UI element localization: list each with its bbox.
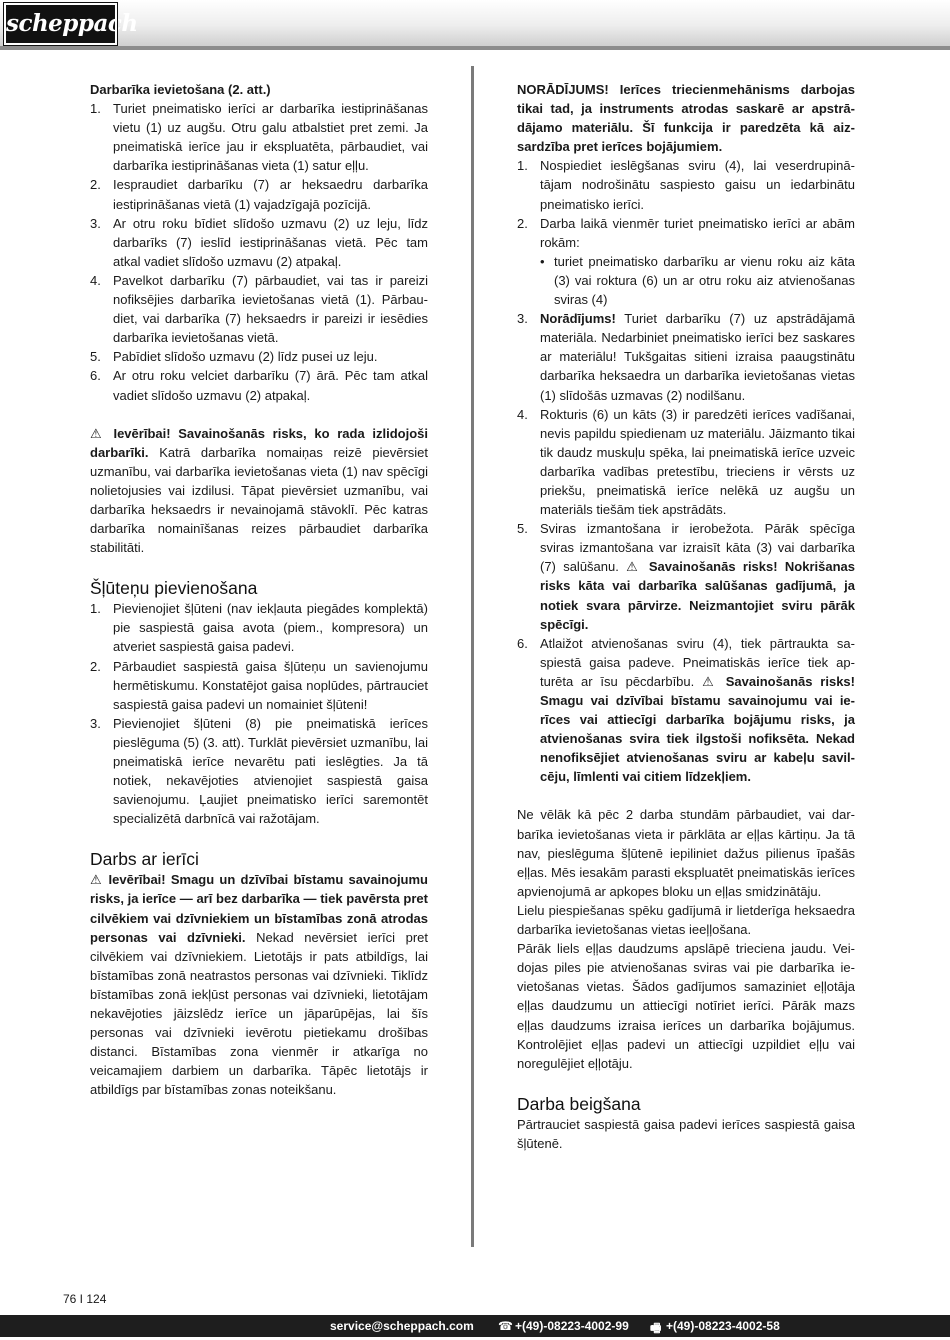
step-text: Pabīdiet slīdošo uzmavu (2) līdz pusei uz leju.: [113, 349, 378, 365]
list-item: [517, 634, 855, 787]
step-text: Turiet pneimatisko ierīci ar darbarīka iestiprināšanas vietu (1) uz augšu. Otru galu atbalstiet pret zemi. Ja pneimatiskā ierīce jau ir ekspluatēta, pārbaudiet, vai darbarīka iestiprināšanas vieta (1) satur eļļu.: [113, 101, 428, 174]
fax-icon: 🖷: [650, 1321, 662, 1335]
oil-paragraph-2: Lielu piespiešanas spēku gadījumā ir lietderīga heksaedra darbarīka ievietošanas vietas ieeļļošana.: [517, 902, 855, 938]
oil-paragraph-1: Ne vēlāk kā pēc 2 darba stundām pārbaudiet, vai darbarīka ievietošanas vieta ir pārklāta ar eļļas kārtiņu. Ja tā nav, pieslēguma šļūtenē iepiliniet dažus pilienus īpašās eļļas. Mēs iesakām parasti ekspluatēt pneimatiskās ierīces apvienojumā ar apkopes bloku un eļļas smidzinātāju.: [517, 807, 855, 899]
bullet-dot: •: [540, 253, 545, 269]
step-text: Iespraudiet darbarīku (7) ar heksaedru darbarīka iestiprināšanas vietā (1) vajadzīgajā pozīcijā.: [113, 177, 428, 212]
work-section-heading: Darbs ar ierīci: [90, 849, 199, 870]
step-text: Nospiediet ieslēgšanas sviru (4), lai veserdrupinātājam nodrošinātu saspiesto gaisu un iedarbinātu pneimatisko ierīci.: [540, 158, 855, 212]
page-number: 76 I 124: [63, 1292, 107, 1306]
footer-phone: +(49)-08223-4002-99: [515, 1319, 629, 1333]
step-number: 3.: [90, 215, 101, 231]
left-column: [90, 80, 428, 1100]
warning-body-text: Nekad nevērsiet ierīci pret cilvēkiem vai dzīvniekiem. Lietotājs ir pats atbildīgs, lai bīstamības zonā neatrastos personas vai dzīvnieki. Tiklīdz bīstamības zonā iekļūst personas vai dzīvnieki, lietotājam nekavējoties jāizslēdz ierīce un jāparūpējas, lai šīs personas vai dzīvnieki ievērotu pietiekamu drošības distanci. Bīstamības zona vienmēr ir atkarīga no veicamajiem darbiem un darbarīka. Tāpēc lietotājs ir atbildīgs par bīstamības zonas noteikšanu.: [90, 929, 429, 1098]
list-item: [517, 309, 855, 404]
warning-icon: ⚠: [702, 673, 718, 689]
list-item: [90, 347, 428, 366]
footer-fax: +(49)-08223-4002-58: [666, 1319, 780, 1333]
step-number: 2.: [90, 177, 101, 193]
header-bar: [0, 0, 950, 46]
list-item: [90, 366, 428, 404]
footer-bar: [0, 1315, 950, 1337]
step-text: Ar otru roku bīdiet slīdošo uzmavu (2) uz leju, līdz darbarīks (7) ieslīd iestiprināšanas vietā. Pēc tam atkal vadiet slīdošo uzmavu (2) atpakaļ.: [113, 215, 428, 269]
list-item: [517, 405, 855, 520]
step-number: 4.: [90, 272, 101, 288]
step-number: 2.: [90, 658, 101, 674]
tool-insert-steps: [90, 99, 428, 405]
step-number: 3.: [90, 715, 101, 731]
step-text: Pievienojiet šļūteni (8) pie pneimatiskā ierīces pieslēguma (5) (3. att). Turklāt pievērsiet uzmanību, lai pneimatiskā ierīce nevarētu pati ieslēgties. Ja tā notiek, nekavējoties atvienojiet saspiestā gaisa savienojumu. Ļaujiet pneimatisko ierīci saremontēt specializētā darbnīcā vai ražotājam.: [113, 715, 428, 827]
end-section-text: Pārtrauciet saspiestā gaisa padevi ierīces saspiestā gaisa šļūtenē.: [517, 1116, 855, 1151]
step-number: 4.: [517, 406, 528, 422]
header-rule: [0, 46, 950, 50]
warning-icon: ⚠: [90, 872, 104, 888]
phone-icon: ☎: [498, 1319, 513, 1333]
step-text: Rokturis (6) un kāts (3) ir paredzēti ierīces vadīšanai, nevis papildu spiedienam uz materiālu. Jāizmanto tikai tik daudz muskuļu spēka, lai pneimatiskā ierīce uzveic darbarīka vadības pretestību, trieciens ir vērsts uz priekšu, pneimatiskā ierīce nelēkā uz augšu un materiāls tiešām tiek apstrādāts.: [540, 406, 855, 518]
step-text: Pievienojiet šļūteni (nav iekļauta piegādes komplektā) pie saspiestā gaisa avota (piem., kompresora) un atveriet saspiestā gaisa padevi.: [113, 601, 428, 655]
list-item: [517, 214, 855, 252]
list-item: [90, 714, 428, 829]
step-number: 1.: [90, 101, 101, 117]
step-text: Darba laikā vienmēr turiet pneimatisko ierīci ar abām rokām:: [540, 215, 855, 250]
warning-tool-ejection: [90, 424, 428, 558]
list-item: [517, 156, 855, 213]
footer-email: service@scheppach.com: [330, 1319, 474, 1333]
list-item: [90, 271, 428, 347]
step-number: 5.: [90, 349, 101, 365]
tool-insert-heading: Darbarīka ievietošana (2. att.): [90, 82, 271, 97]
step-number: 1.: [90, 601, 101, 617]
step-number: 1.: [517, 158, 528, 174]
warning-danger-zone: [90, 870, 428, 1099]
warning-body-text: Katrā darbarīka nomaiņas reizē pievērsiet uzmanību, vai darbarīka ievietošanas vieta (1) nav spēcīgi nolietojusies vai izdilusi. Tāpat pievērsiet uzmanību, vai darbarīka heksaedrs ir nevainojamā stāvoklī. Pēc katras darbarīka nomainīšanas reizes pārbaudiet darbarīka stabilitāti.: [90, 444, 428, 556]
end-section-heading: Darba beigšana: [517, 1093, 641, 1114]
step-bold-text: Norādījums!: [540, 311, 616, 327]
step-bold-text: Savainošanās risks! Smagu vai dzīvībai bīstamu savainojumu vai ierīces vai attiecīgi darbarīka bojājumu risks, ja atvienošanas svira tiek ilgstoši nofiksēta. Nekad nenofiksējiet atvienošanas sviru ar kabeļu savilcēju, līmlenti vai citiem līdzekļiem.: [540, 673, 855, 785]
step-number: 3.: [517, 311, 528, 327]
step-number: 6.: [90, 368, 101, 384]
warning-icon: ⚠: [90, 425, 106, 441]
step-bold-text: Savainošanās risks! Nokrišanas risks kāta vai darbarīka salūšanas gadījumā, ja notiek svara pārvirze. Neizmantojiet sviru pārāk spēcīgi.: [540, 559, 855, 632]
step-text: Pārbaudiet saspiestā gaisa šļūteņu un savienojumu hermētiskumu. Konstatējot gaisa noplūdes, pārtrauciet saspiestā gaisa padevi un nomainiet šļūteni!: [113, 658, 428, 712]
bullet-item: [540, 252, 855, 309]
list-item: [90, 657, 428, 714]
impact-note: NORĀDĪJUMS! Ierīces triecienmehānisms darbojas tikai tad, ja instruments atrodas saskarē ar apstrādājamo materiālu. Šī funkcija ir paredzēta kā aizsardzība pret ierīces bojājumiem.: [517, 82, 855, 155]
right-column: [517, 80, 855, 1153]
hose-section-heading: Šļūteņu pievienošana: [90, 578, 258, 599]
list-item: [90, 99, 428, 175]
step-number: 5.: [517, 521, 528, 537]
step-text: Atlaižot atvienošanas sviru (4), tiek pārtraukta saspiestā gaisa padeve. Pneimatiskās ierīce tiek apturēta ar īsu pēcdarbību.: [540, 635, 855, 689]
two-hands-bullets: [517, 252, 855, 309]
step-text: Pavelkot darbarīku (7) pārbaudiet, vai tas ir pareizi nofiksējies darbarīka ievietošanas vietā (1). Pārbaudiet, vai darbarīka (7) heksaedrs ir pareizi ir iesēdies darbarīka ievietošanas vietā.: [113, 272, 428, 346]
oil-paragraph-3: Pārāk liels eļļas daudzums apslāpē trieciena jaudu. Veidojas piles pie atvienošanas sviras vai pie darbarīka ievietošanas vietas. Šādos gadījumos samaziniet eļļotāja eļļas daudzumu un attiecīgi notīriet ierīci. Pārāk mazs eļļas daudzums izraisa ierīces un darbarīka bojājumus. Kontrolējiet eļļas padevi un attiecīgi uzpildiet eļļu vai noregulējiet eļļotāju.: [517, 941, 855, 1071]
scheppach-logo: scheppach: [4, 3, 117, 45]
list-item: [90, 599, 428, 656]
step-text: Ar otru roku velciet darbarīku (7) ārā. Pēc tam atkal vadiet slīdošo uzmavu (2) atpakaļ.: [113, 368, 428, 403]
warning-icon: ⚠: [626, 559, 642, 575]
step-number: 6.: [517, 635, 528, 651]
list-item: [90, 214, 428, 271]
hose-steps: [90, 599, 428, 828]
bullet-text: turiet pneimatisko darbarīku ar vienu roku aiz kāta (3) vai roktura (6) un ar otru roku aiz atvienošanas sviras (4): [554, 253, 855, 308]
list-item: [90, 175, 428, 213]
step-number: 2.: [517, 215, 528, 231]
warning-bold-text: Ievērībai! Savainošanās risks, ko rada izlidojoši darbarīki.: [90, 425, 429, 460]
list-item: [517, 519, 855, 634]
operation-steps: [517, 156, 855, 251]
step-text: Turiet darbarīku (7) uz apstrādājamā materiāla. Nedarbiniet pneimatisko ierīci bez saskares ar materiālu! Tukšgaitas sitieni izraisa paaugstinātu darbarīka heksaedra un darbarīka ievietošanas vietas (1) slīdošās uzmavas (2) nodilšanu.: [540, 311, 855, 403]
operation-steps-continued: [517, 309, 855, 786]
step-text: Sviras izmantošana ir ierobežota. Pārāk spēcīga sviras izmantošana var izraisīt kāta (3) vai darbarīka (7) salūšanu.: [540, 521, 855, 575]
warning-bold-text: Ievērībai! Smagu un dzīvībai bīstamu savainojumu risks, ja ierīce — arī bez darbarīka — tiek pavērsta pret cilvēkiem vai dzīvniekiem un bīstamības zonā atrodas personas vai dzīvnieki.: [90, 872, 428, 945]
column-divider: [471, 66, 474, 1247]
